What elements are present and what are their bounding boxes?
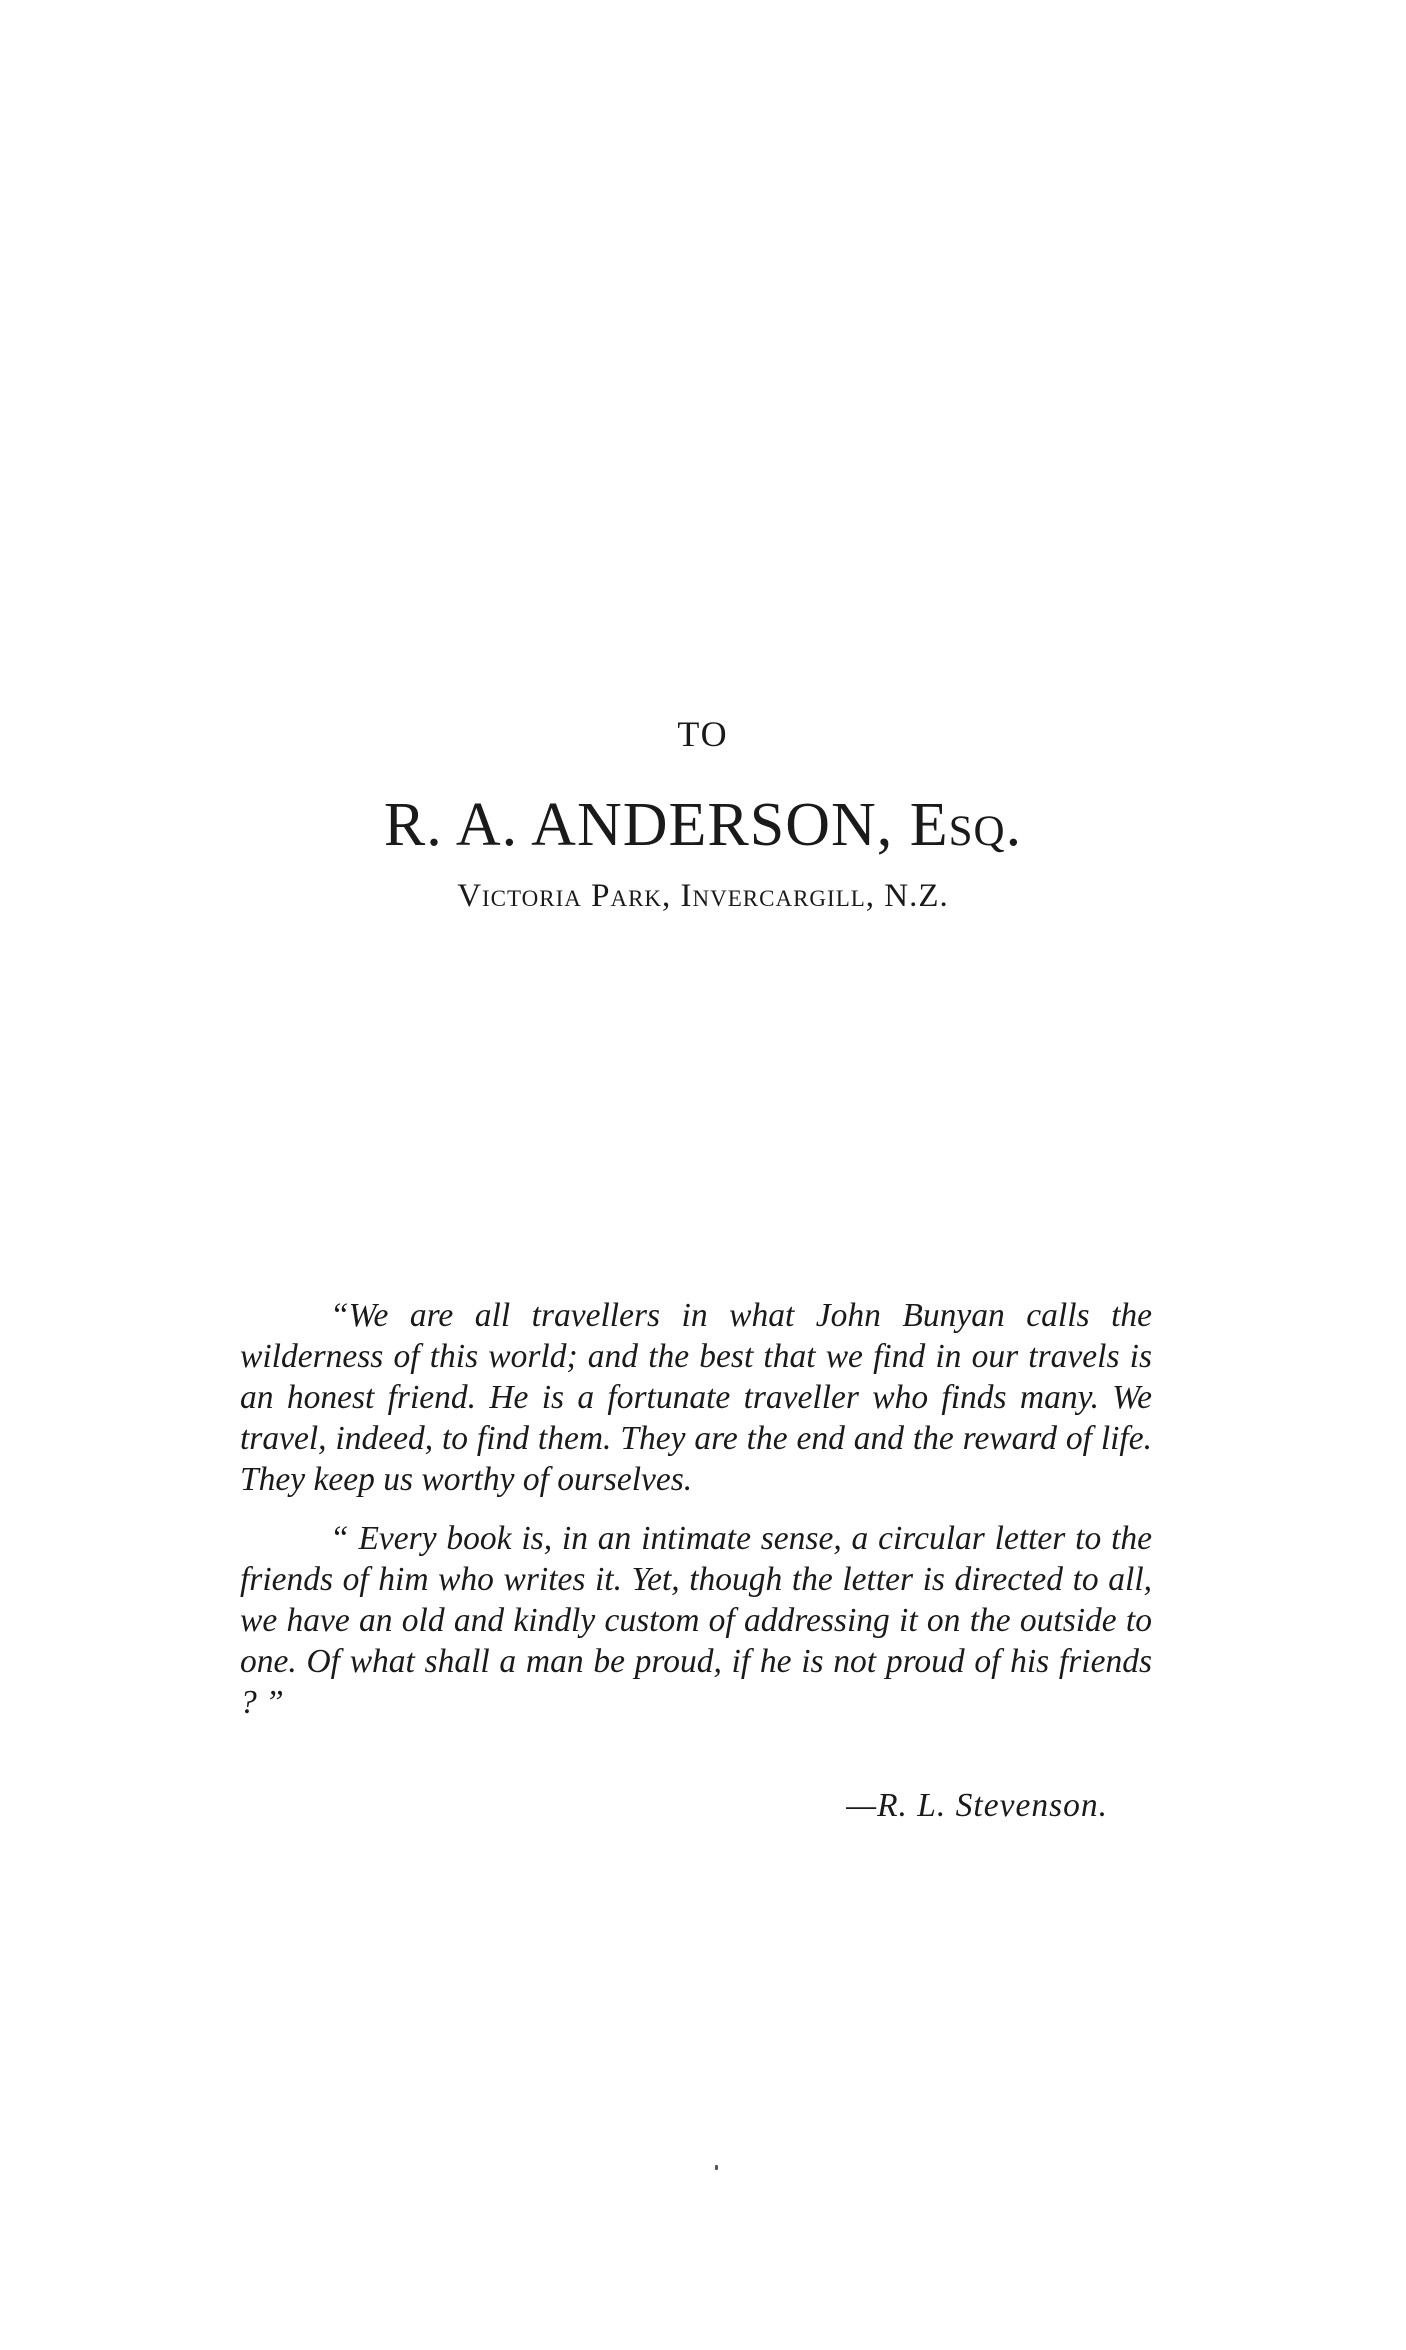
epigraph-paragraph-2: “ Every book is, in an intimate sense, a circular letter to the friends of him who writes it. Yet, though the letter is directed to all, we have an old and kindly custom of addressing it on the outside to one. Of what shall a man be proud, if he is not proud of his friends ? ”: [240, 1520, 1152, 1721]
dedicatee-name-main: R. A. ANDERSON,: [383, 791, 910, 859]
epigraph-attribution: —R. L. Stevenson.: [846, 1787, 1108, 1824]
epigraph-paragraph-1: “We are all travellers in what John Bunyan calls the wilderness of this world; and the best that we find in our travels is an honest friend. He is a fortunate traveller who finds many. We travel, indeed, to find them. They are the end and the reward of life. They keep us worthy of ourselves.: [240, 1297, 1152, 1498]
epigraph-quote: [240, 1295, 1152, 1723]
dedicatee-name-suffix: Esq.: [909, 791, 1023, 859]
ink-speck: [715, 2165, 718, 2170]
dedication-to-heading: TO: [677, 714, 729, 754]
dedicatee-address: Victoria Park, Invercargill, N.Z.: [457, 878, 949, 914]
dedicatee-name: [0, 790, 1406, 861]
